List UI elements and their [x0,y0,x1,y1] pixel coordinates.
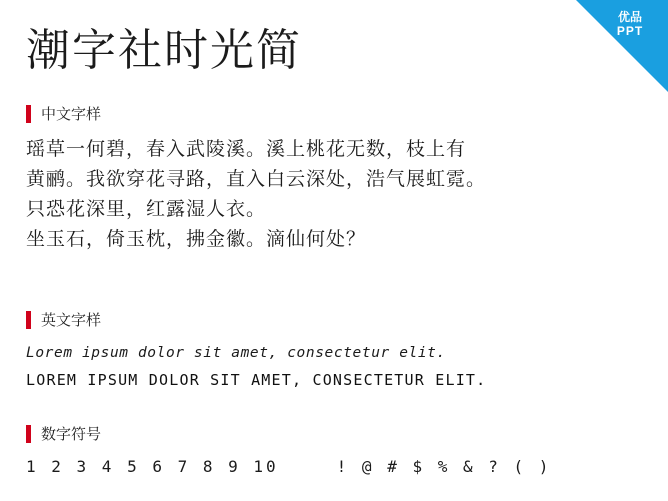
ribbon-triangle [576,0,668,92]
section-english [26,310,642,394]
chinese-line: 瑶草一何碧，春入武陵溪。溪上桃花无数，枝上有 [26,138,467,160]
english-sample-text [26,340,642,394]
section-chinese-header [26,104,642,124]
brand-logo-line2: PPT [616,24,644,38]
digits-line: 1 2 3 4 5 6 7 8 9 10 [26,457,279,476]
numbers-sample-text [26,454,642,480]
section-chinese [26,104,642,254]
page-title: 潮字社时光简 [26,25,302,76]
english-lowercase-line: Lorem ipsum dolor sit amet, consectetur elit. [26,345,446,361]
chinese-line: 只恐花深里，红露湿人衣。 [26,198,267,220]
chinese-sample-text [26,134,642,254]
section-numbers-header [26,424,642,444]
section-numbers [26,424,642,480]
section-accent-bar [26,311,31,329]
section-english-header [26,310,642,330]
english-uppercase-line: LOREM IPSUM DOLOR SIT AMET, CONSECTETUR ELIT. [26,371,487,389]
section-english-title: 英文字样 [41,311,102,329]
brand-logo-line1: 优品 [617,10,642,24]
section-accent-bar [26,105,31,123]
symbols-line: ! @ # $ % & ? ( ) [336,457,552,476]
brand-logo [598,10,662,38]
section-numbers-title: 数字符号 [41,425,102,443]
section-chinese-title: 中文字样 [41,105,102,123]
brand-ribbon [576,0,668,92]
chinese-line: 坐玉石，倚玉枕，拂金徽。滴仙何处？ [26,228,367,250]
section-accent-bar [26,425,31,443]
chinese-line: 黄鹂。我欲穿花寻路，直入白云深处，浩气展虹霓。 [26,168,487,190]
